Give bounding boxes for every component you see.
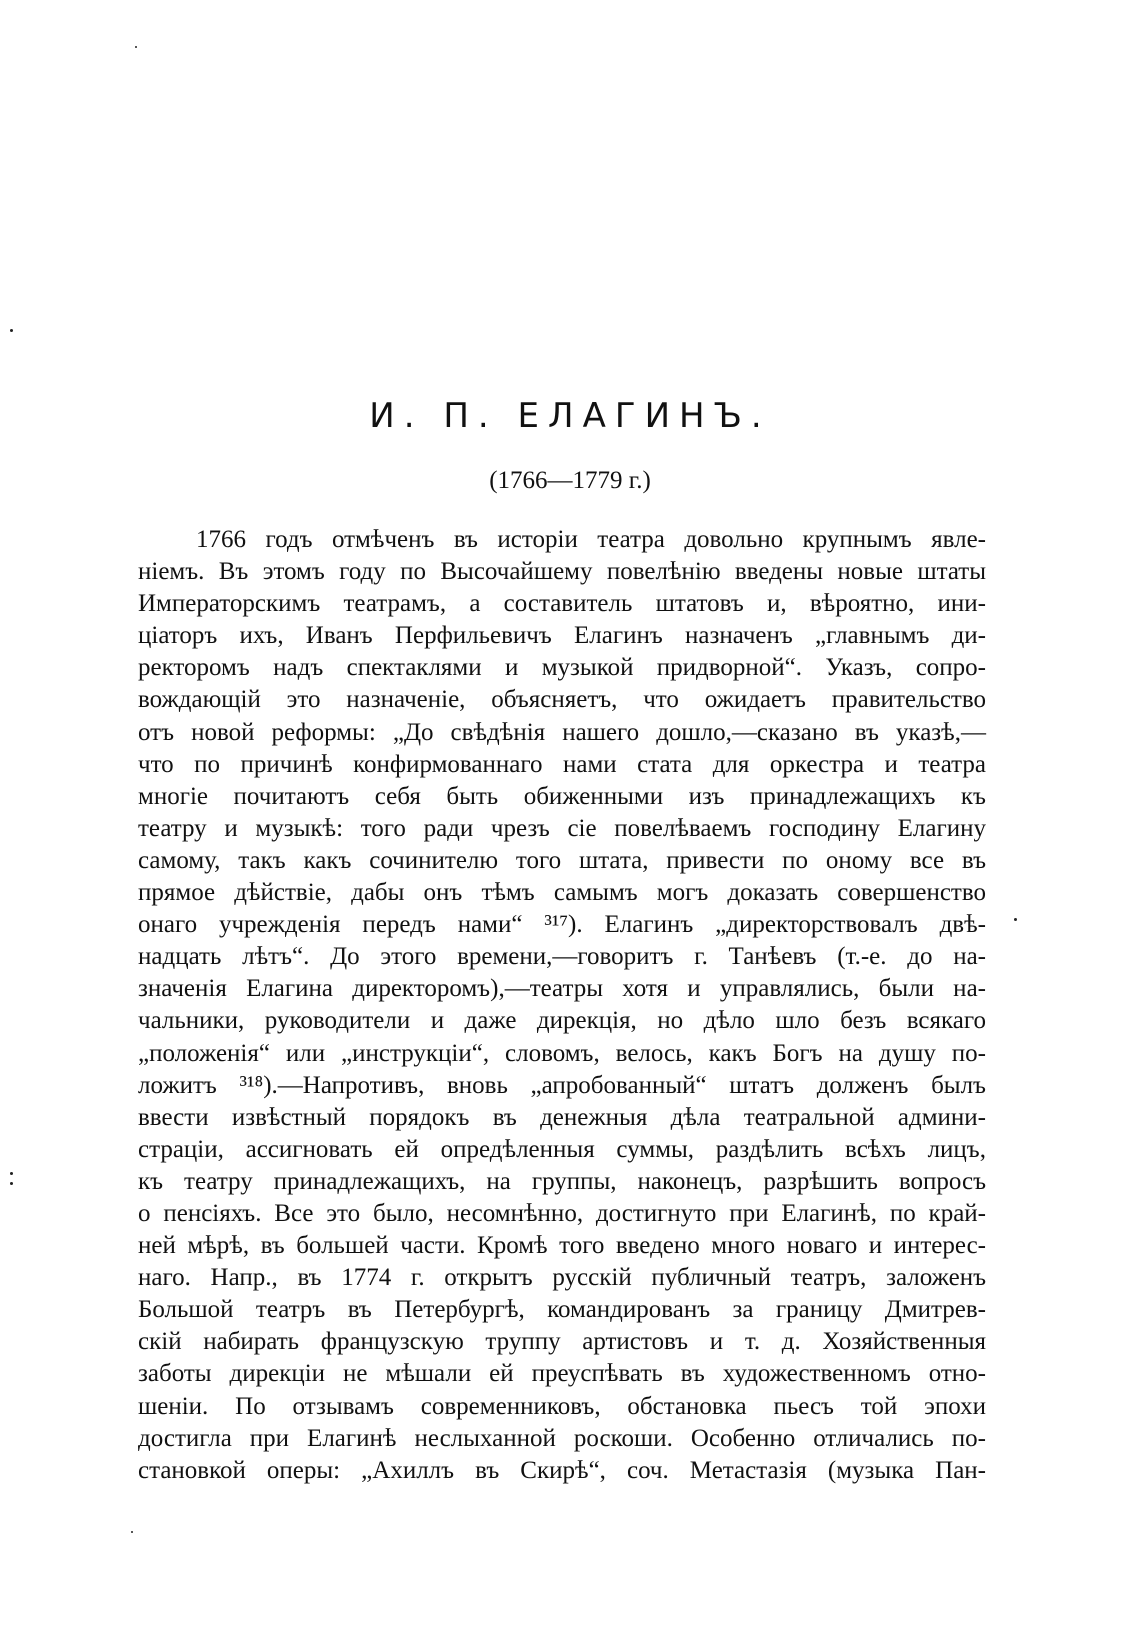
text-line: ложитъ ³¹⁸).—Напротивъ, вновь „апробованный“ штатъ долженъ былъ (138, 1071, 986, 1099)
text-line: значенія Елагина директоромъ),—театры хотя и управлялись, были на- (138, 975, 986, 1003)
text-line: вождающій это назначеніе, объясняетъ, что ожидаетъ правительство (138, 686, 986, 714)
text-line: самому, такъ какъ сочинителю того штата, привести по оному все въ (138, 846, 986, 874)
text-line: страціи, ассигновать ей опредѣленныя суммы, раздѣлить всѣхъ лицъ, (138, 1135, 986, 1163)
text-line: шеніи. По отзывамъ современниковъ, обстановка пьесъ той эпохи (138, 1392, 986, 1420)
text-line: о пенсіяхъ. Все это было, несомнѣнно, достигнуто при Елагинѣ, по край- (138, 1199, 986, 1227)
text-line: ввести извѣстный порядокъ въ денежныя дѣла театральной админи- (138, 1103, 986, 1131)
chapter-title: И. П. ЕЛАГИНЪ. (369, 396, 771, 436)
text-line: 1766 годъ отмѣченъ въ исторіи театра довольно крупнымъ явле- (196, 526, 986, 553)
text-line: ректоромъ надъ спектаклями и музыкой придворной“. Указъ, сопро- (138, 654, 986, 682)
text-line: „положенія“ или „инструкціи“, словомъ, велось, какъ Богъ на душу по- (138, 1039, 986, 1067)
scan-speck (1014, 918, 1017, 921)
scan-speck (10, 329, 13, 332)
text-line: ціаторъ ихъ, Иванъ Перфильевичъ Елагинъ назначенъ „главнымъ ди- (138, 622, 986, 650)
text-line: чальники, руководители и даже дирекція, но дѣло шло безъ всякаго (138, 1007, 986, 1035)
text-line: онаго учрежденія передъ нами“ ³¹⁷). Елагинъ „директорствовалъ двѣ- (138, 911, 986, 939)
text-line: заботы дирекціи не мѣшали ей преуспѣвать въ художественномъ отно- (138, 1360, 986, 1388)
text-line: театру и музыкѣ: того ради чрезъ сіе повелѣваемъ господину Елагину (138, 814, 986, 842)
text-line: къ театру принадлежащихъ, на группы, наконецъ, разрѣшить вопросъ (138, 1167, 986, 1195)
text-line: скій набирать французскую труппу артистовъ и т. д. Хозяйственныя (138, 1328, 986, 1356)
text-line: становкой оперы: „Ахиллъ въ Скирѣ“, соч. Метастазія (музыка Пан- (138, 1456, 986, 1484)
scan-speck (135, 46, 137, 48)
text-line: ніемъ. Въ этомъ году по Высочайшему повелѣнію введены новые штаты (138, 558, 986, 586)
scan-speck (10, 1182, 13, 1185)
text-line: многіе почитаютъ себя быть обиженными изъ принадлежащихъ къ (138, 782, 986, 810)
text-line: отъ новой реформы: „До свѣдѣнія нашего дошло,—сказано въ указѣ,— (138, 718, 986, 746)
chapter-dates: (1766—1779 г.) (489, 467, 651, 494)
text-line: что по причинѣ конфирмованнаго нами стата для оркестра и театра (138, 750, 986, 778)
text-line: достигла при Елагинѣ неслыханной роскоши. Особенно отличались по- (138, 1424, 986, 1452)
text-line: надцать лѣтъ“. До этого времени,—говоритъ г. Танѣевъ (т.-е. до на- (138, 943, 986, 971)
scan-speck (10, 1172, 13, 1175)
text-line: Императорскимъ театрамъ, а составитель штатовъ и, вѣроятно, ини- (138, 590, 986, 618)
text-line: прямое дѣйствіе, дабы онъ тѣмъ самымъ могъ доказать совершенство (138, 879, 986, 907)
text-line: Большой театръ въ Петербургѣ, командированъ за границу Дмитрев- (138, 1296, 986, 1324)
body-paragraph (138, 524, 986, 1487)
text-line: ней мѣрѣ, въ большей части. Кромѣ того введено много новаго и интерес- (138, 1232, 986, 1260)
text-line: наго. Напр., въ 1774 г. открытъ русскій публичный театръ, заложенъ (138, 1264, 986, 1292)
scan-speck (131, 1531, 133, 1533)
